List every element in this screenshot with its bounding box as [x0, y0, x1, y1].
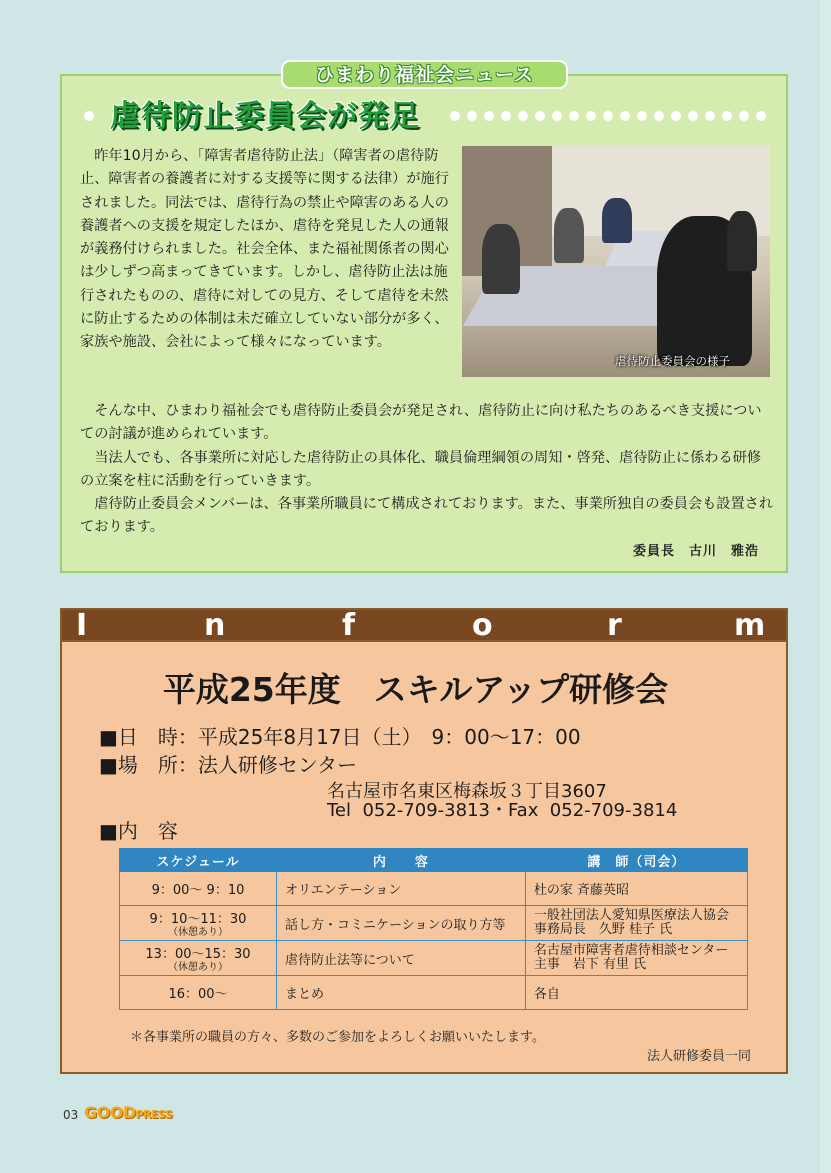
cell-time: 9：00～ 9：10 [120, 872, 277, 906]
cell-time: 9：10～11：30 （休憩あり） [120, 906, 277, 941]
inform-letter: m [734, 608, 766, 643]
col-header-content: 内 容 [277, 849, 526, 872]
cell-lecturer: 各自 [525, 976, 747, 1010]
address: 名古屋市名東区梅森坂３丁目3607 [327, 781, 607, 802]
decorative-dots-left [84, 106, 101, 120]
decorative-dots-right [450, 106, 773, 120]
cell-content: 話し方・コミニケーションの取り方等 [277, 906, 526, 941]
news-headline: 虐待防止委員会が発足 [110, 99, 420, 134]
inform-letter: f [342, 608, 356, 643]
inform-letter: n [204, 608, 226, 643]
footnote: ＊各事業所の職員の方々、多数のご参加をよろしくお願いいたします。 [130, 1030, 545, 1045]
table-row [120, 872, 748, 906]
date-line: ■日 時：平成25年8月17日（土） 9：00～17：00 [99, 725, 581, 749]
inform-letter: I [76, 608, 88, 643]
news-section-tab: ひまわり福祉会ニュース [281, 60, 568, 89]
schedule-table [119, 848, 748, 1010]
inform-letter: r [607, 608, 622, 643]
cell-time: 16：00～ [120, 976, 277, 1010]
page-edge [820, 0, 831, 1173]
news-body-wrap [80, 145, 450, 355]
cell-content: まとめ [277, 976, 526, 1010]
meeting-photo [462, 146, 770, 377]
content-label: ■内 容 [99, 819, 178, 843]
page-number: 03 [63, 1108, 79, 1122]
good-press-logo: GOODPRESS [84, 1103, 173, 1122]
inform-letter: o [472, 608, 493, 643]
cell-lecturer: 名古屋市障害者虐待相談センター 主事 岩下 有里 氏 [525, 941, 747, 976]
cell-lecturer: 一般社団法人愛知県医療法人協会 事務局長 久野 桂子 氏 [525, 906, 747, 941]
news-paragraph: 虐待防止委員会メンバーは、各事業所職員にて構成されております。また、事業所独自の委員会も設置されております。 [80, 496, 774, 536]
inform-header-bar [60, 608, 788, 642]
table-row [120, 906, 748, 941]
news-paragraph: 昨年10月から、「障害者虐待防止法」（障害者の虐待防止、障害者の養護者に対する支援等に関する法律）が施行されました。同法では、虐待行為の禁止や障害のある人の養護者への支援を規定したほか、虐待を発見した人の通報が義務付けられました。社会全体、また福祉関係者の関心は少しずつ高まってきています。しかし、虐待防止法は施行されたものの、虐待に対しての見方、そして虐待を未然に防止するための体制は未だ確立していない部分が多く、家族や施設、会社によって様々になっています。 [80, 148, 449, 351]
photo-caption: 虐待防止委員会の様子 [615, 354, 730, 368]
news-body-full [80, 400, 774, 540]
table-header-row [120, 849, 748, 872]
committee-chair-signature: 委員長 古川 雅浩 [632, 544, 759, 559]
table-row [120, 976, 748, 1010]
phone-fax: Tel 052-709-3813・Fax 052-709-3814 [327, 800, 678, 821]
news-paragraph: そんな中、ひまわり福祉会でも虐待防止委員会が発足され、虐待防止に向け私たちのあるべき支援についての討議が進められています。 [80, 403, 762, 443]
news-paragraph: 当法人でも、各事業所に対応した虐待防止の具体化、職員倫理綱領の周知・啓発、虐待防止に係わる研修の立案を柱に活動を行っていきます。 [80, 449, 762, 489]
place-line: ■場 所：法人研修センター [99, 753, 358, 777]
cell-content: オリエンテーション [277, 872, 526, 906]
seminar-title: 平成25年度 スキルアップ研修会 [162, 670, 669, 709]
cell-lecturer: 杜の家 斉藤英昭 [525, 872, 747, 906]
col-header-schedule: スケジュール [120, 849, 277, 872]
col-header-lecturer: 講 師（司会） [525, 849, 747, 872]
training-committee-signature: 法人研修委員一同 [646, 1049, 751, 1064]
table-row [120, 941, 748, 976]
cell-time: 13：00～15：30 （休憩あり） [120, 941, 277, 976]
cell-content: 虐待防止法等について [277, 941, 526, 976]
